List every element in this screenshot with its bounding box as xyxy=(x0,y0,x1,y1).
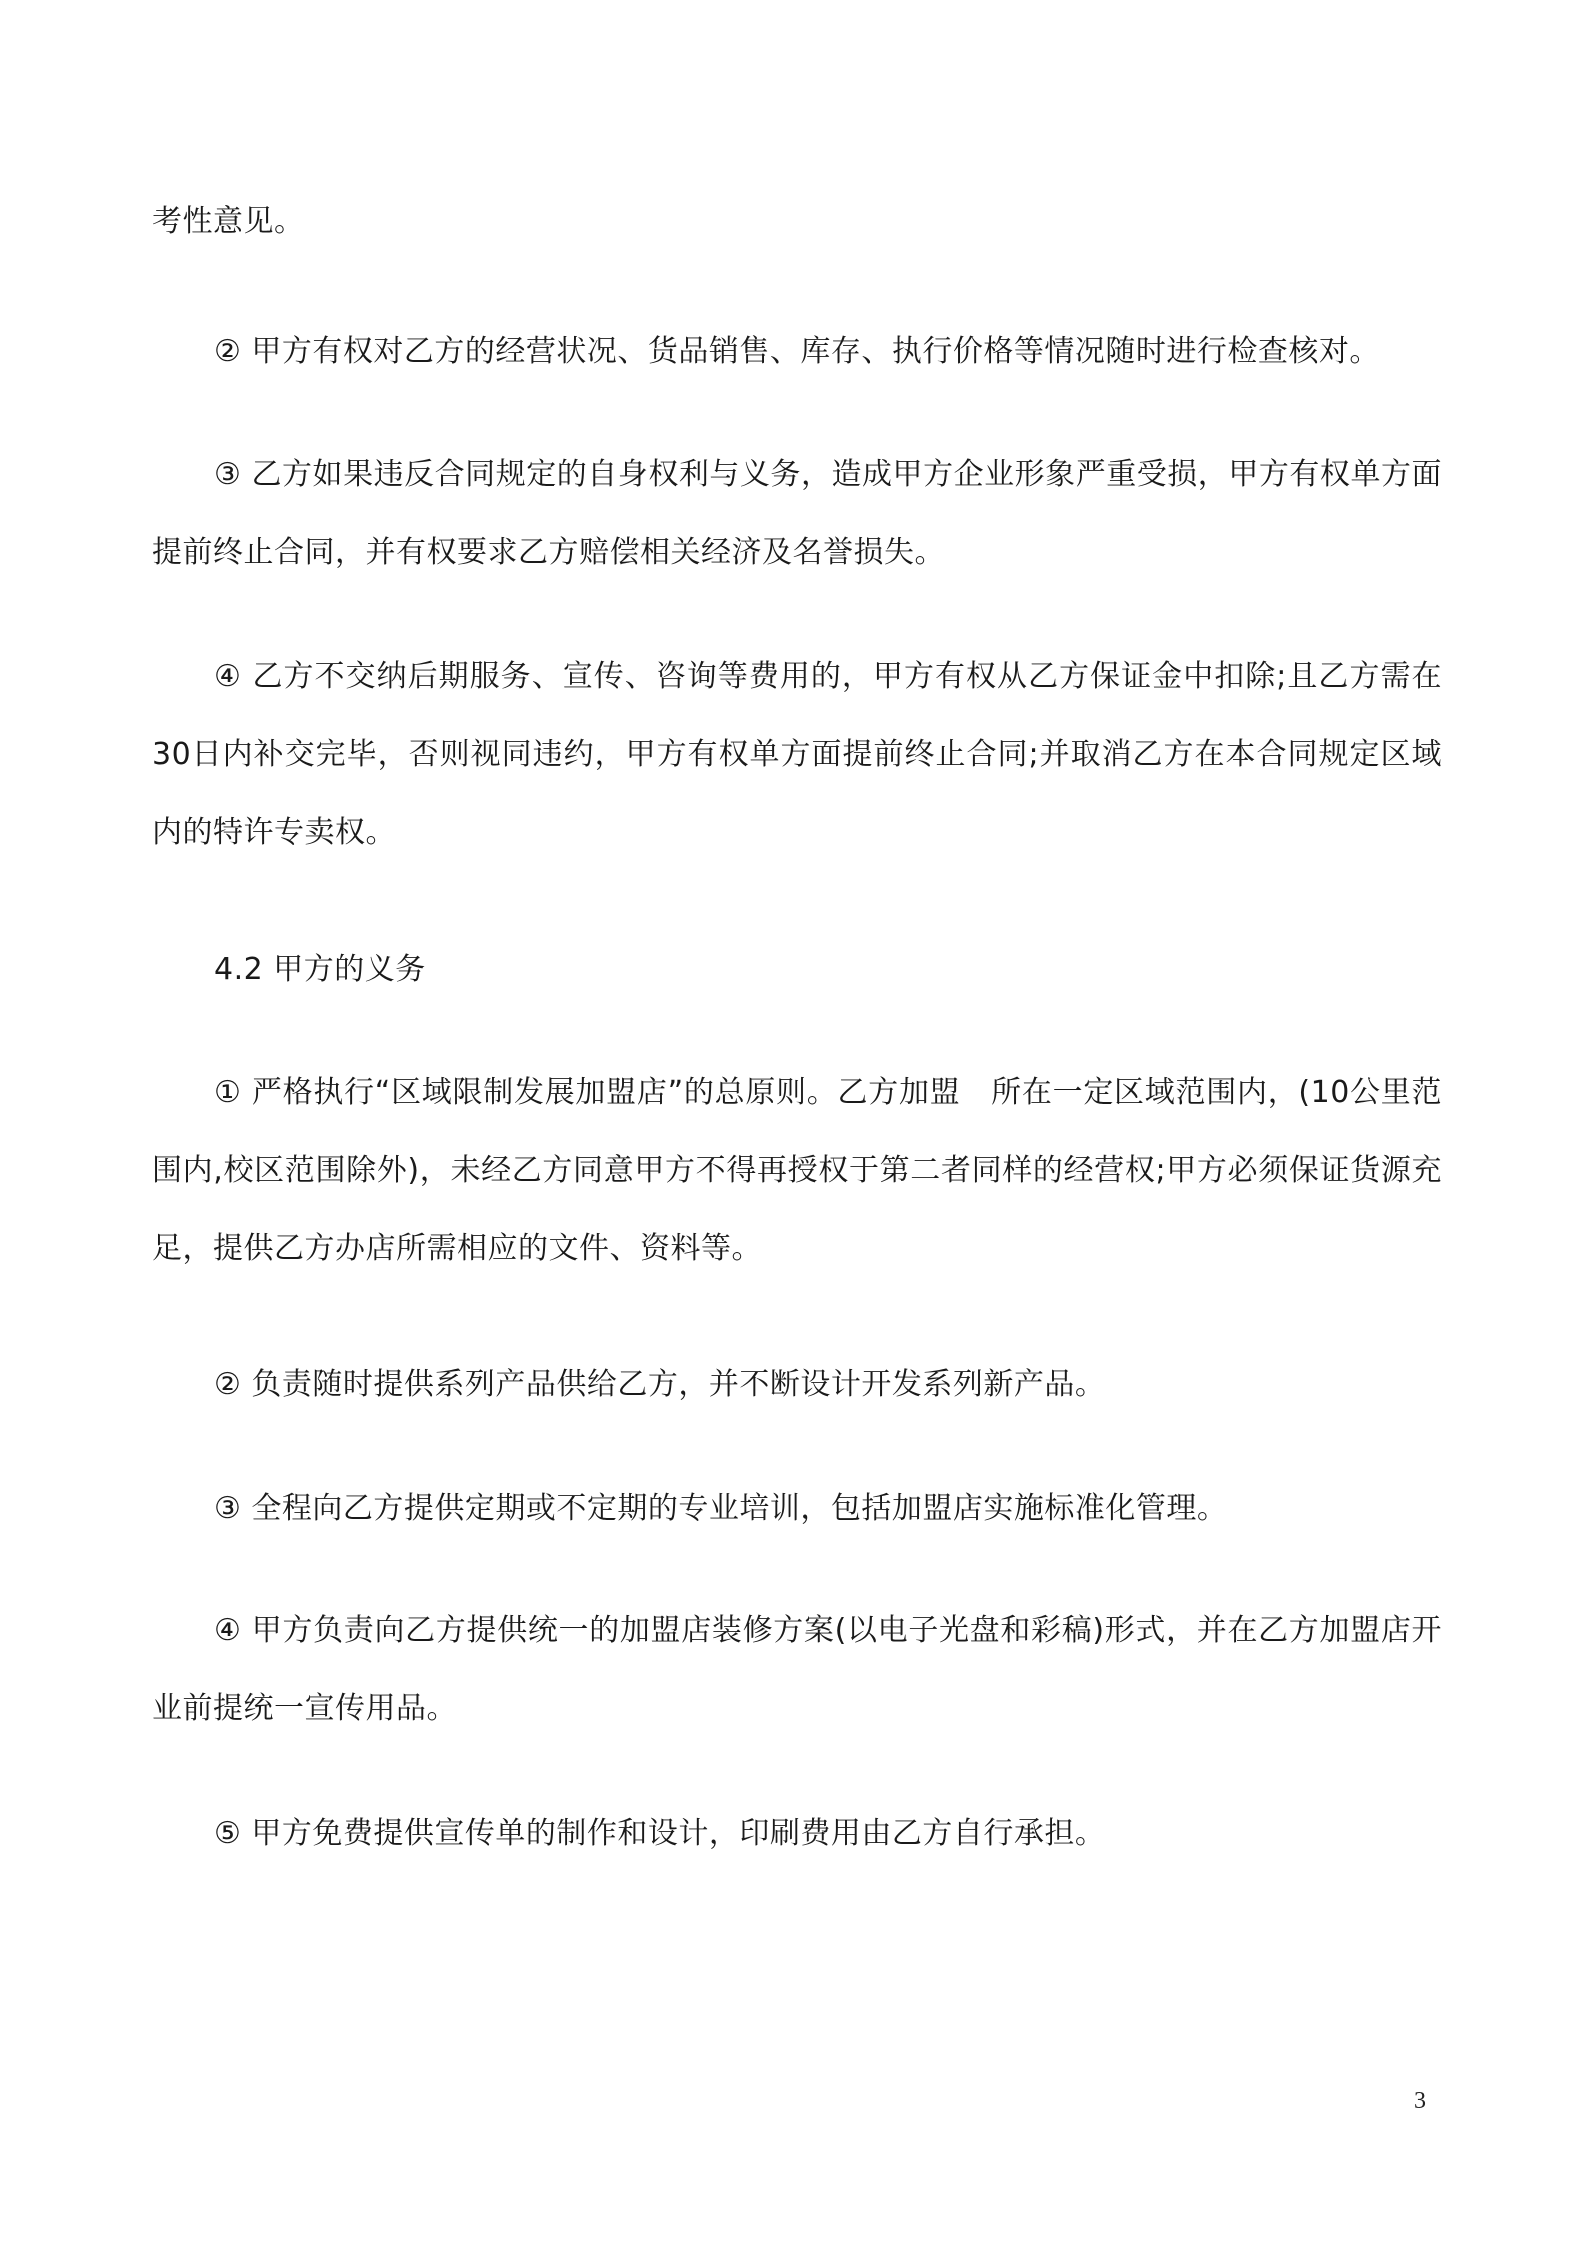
paragraph-obligation-3: ③ 全程向乙方提供定期或不定期的专业培训，包括加盟店实施标准化管理。 xyxy=(214,1491,1228,1526)
paragraph-item-3: ③ 乙方如果违反合同规定的自身权利与义务，造成甲方企业形象严重受损，甲方有权单方面提前终止合同，并有权要求乙方赔偿相关经济及名誉损失。 xyxy=(152,457,1442,570)
page-number: 3 xyxy=(1414,2088,1426,2114)
paragraph-item-4: ④ 乙方不交纳后期服务、宣传、咨询等费用的，甲方有权从乙方保证金中扣除;且乙方需在30日内补交完毕，否则视同违约，甲方有权单方面提前终止合同;并取消乙方在本合同规定区域内的特许专卖权。 xyxy=(152,659,1442,850)
paragraph-item-2: ② 甲方有权对乙方的经营状况、货品销售、库存、执行价格等情况随时进行检查核对。 xyxy=(214,334,1380,369)
paragraph-obligation-4: ④ 甲方负责向乙方提供统一的加盟店装修方案(以电子光盘和彩稿)形式，并在乙方加盟店开业前提统一宣传用品。 xyxy=(152,1613,1442,1726)
paragraph-obligation-5: ⑤ 甲方免费提供宣传单的制作和设计，印刷费用由乙方自行承担。 xyxy=(214,1816,1106,1851)
paragraph-continuation: 考性意见。 xyxy=(152,204,305,239)
paragraph-obligation-1: ① 严格执行“区域限制发展加盟店”的总原则。乙方加盟 所在一定区域范围内，(10公里范围内,校区范围除外)，未经乙方同意甲方不得再授权于第二者同样的经营权;甲方必须保证货源充足，提供乙方办店所需相应的文件、资料等。 xyxy=(152,1075,1442,1266)
paragraph-obligation-2: ② 负责随时提供系列产品供给乙方，并不断设计开发系列新产品。 xyxy=(214,1367,1106,1402)
section-heading-4-2: 4.2 甲方的义务 xyxy=(214,952,426,987)
